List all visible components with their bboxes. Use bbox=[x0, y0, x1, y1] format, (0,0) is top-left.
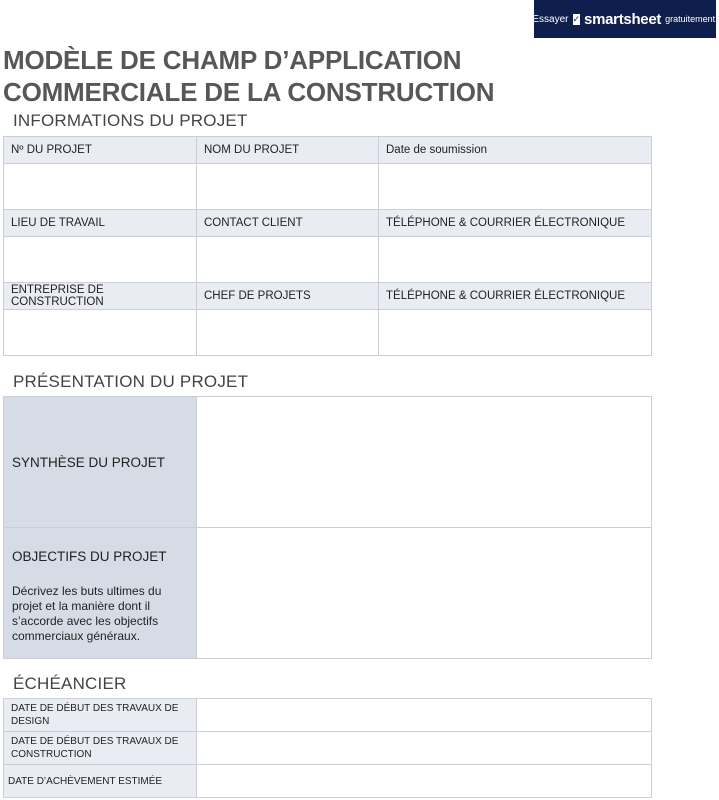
synthesis-label-cell bbox=[4, 397, 197, 528]
table-row bbox=[4, 397, 652, 528]
project-manager-field[interactable] bbox=[197, 310, 379, 356]
project-manager-label: CHEF DE PROJETS bbox=[197, 283, 379, 310]
banner-suffix: gratuitement. bbox=[665, 14, 718, 24]
table-row bbox=[4, 137, 652, 164]
manager-phone-email-field[interactable] bbox=[379, 310, 652, 356]
presentation-heading: PRÉSENTATION DU PROJET bbox=[13, 372, 249, 391]
title-line-1: MODÈLE DE CHAMP D’APPLICATION bbox=[3, 45, 462, 75]
design-start-date-label: DATE DE DÉBUT DES TRAVAUX DE DESIGN bbox=[4, 699, 197, 732]
client-contact-label: CONTACT CLIENT bbox=[197, 210, 379, 237]
presentation-table bbox=[3, 396, 652, 659]
table-row bbox=[4, 699, 652, 732]
objectives-field[interactable] bbox=[197, 528, 652, 659]
submission-date-field[interactable] bbox=[379, 164, 652, 210]
construction-start-date-label: DATE DE DÉBUT DES TRAVAUX DE CONSTRUCTION bbox=[4, 732, 197, 765]
title-line-2: COMMERCIALE DE LA CONSTRUCTION bbox=[3, 77, 495, 107]
table-row bbox=[4, 210, 652, 237]
submission-date-label: Date de soumission bbox=[379, 137, 652, 164]
checkmark-icon: ✓ bbox=[572, 13, 581, 24]
smartsheet-trial-banner[interactable] bbox=[534, 0, 716, 38]
table-row bbox=[4, 528, 652, 659]
banner-prefix: Essayer bbox=[532, 13, 569, 25]
table-row bbox=[4, 164, 652, 210]
page-title bbox=[3, 44, 523, 108]
table-row bbox=[4, 237, 652, 283]
schedule-table bbox=[3, 698, 652, 798]
project-info-table bbox=[3, 136, 652, 356]
project-number-label: Nº DU PROJET bbox=[4, 137, 197, 164]
project-number-field[interactable] bbox=[4, 164, 197, 210]
table-row bbox=[4, 732, 652, 765]
design-start-date-field[interactable] bbox=[197, 699, 652, 732]
project-name-field[interactable] bbox=[197, 164, 379, 210]
estimated-completion-date-field[interactable] bbox=[197, 765, 652, 798]
table-row bbox=[4, 310, 652, 356]
banner-brand: smartsheet bbox=[584, 10, 662, 28]
client-phone-email-label: TÉLÉPHONE & COURRIER ÉLECTRONIQUE bbox=[379, 210, 652, 237]
client-contact-field[interactable] bbox=[197, 237, 379, 283]
schedule-heading: ÉCHÉANCIER bbox=[13, 674, 127, 693]
synthesis-label: SYNTHÈSE DU PROJET bbox=[12, 454, 166, 470]
construction-start-date-field[interactable] bbox=[197, 732, 652, 765]
work-location-label: LIEU DE TRAVAIL bbox=[4, 210, 197, 237]
work-location-field[interactable] bbox=[4, 237, 197, 283]
construction-company-label: ENTREPRISE DE CONSTRUCTION bbox=[4, 283, 197, 310]
construction-company-field[interactable] bbox=[4, 310, 197, 356]
project-name-label: NOM DU PROJET bbox=[197, 137, 379, 164]
project-info-heading: INFORMATIONS DU PROJET bbox=[13, 111, 248, 130]
objectives-label: OBJECTIFS DU PROJET bbox=[12, 549, 167, 564]
table-row bbox=[4, 283, 652, 310]
client-phone-email-field[interactable] bbox=[379, 237, 652, 283]
table-row bbox=[4, 765, 652, 798]
objectives-description: Décrivez les buts ultimes du projet et la manière dont il s’accorde avec les objectifs commerciaux généraux. bbox=[12, 584, 162, 643]
estimated-completion-date-label: DATE D’ACHÈVEMENT ESTIMÉE bbox=[4, 765, 197, 798]
objectives-label-cell bbox=[4, 528, 197, 659]
manager-phone-email-label: TÉLÉPHONE & COURRIER ÉLECTRONIQUE bbox=[379, 283, 652, 310]
synthesis-field[interactable] bbox=[197, 397, 652, 528]
